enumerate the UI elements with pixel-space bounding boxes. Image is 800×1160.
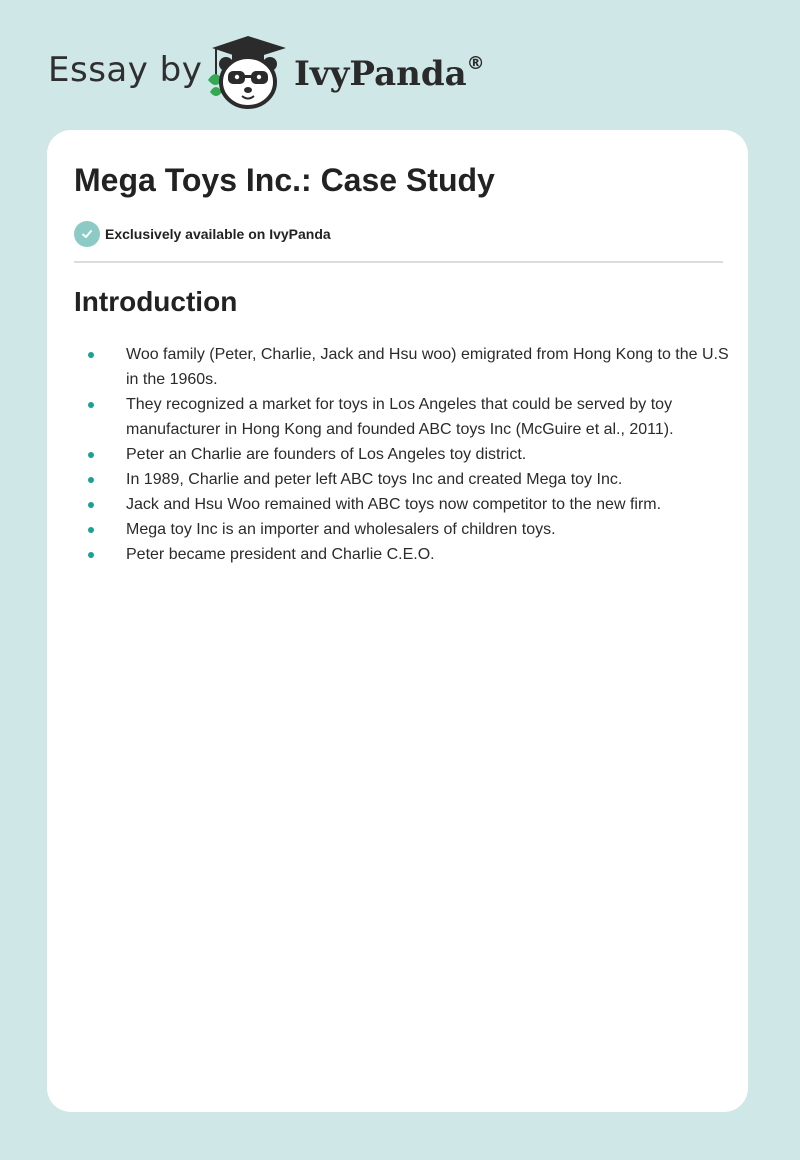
check-circle-icon (74, 221, 100, 247)
list-item-text: Peter became president and Charlie C.E.O. (126, 546, 435, 563)
list-item (74, 467, 734, 492)
section-heading-introduction: Introduction (74, 286, 238, 317)
list-item (74, 442, 734, 467)
bullet-dot-icon (88, 452, 94, 458)
list-item (74, 542, 734, 567)
list-item-text: Peter an Charlie are founders of Los Angeles toy district. (126, 446, 527, 463)
title-divider (74, 261, 723, 263)
brand-text: IvyPanda (294, 54, 467, 94)
list-item (74, 392, 734, 442)
page-title: Mega Toys Inc.: Case Study (74, 162, 495, 198)
list-item-text: Woo family (Peter, Charlie, Jack and Hsu woo) emigrated from Hong Kong to the U.S in the 1960s. (126, 346, 729, 388)
brand-name[interactable] (294, 54, 485, 94)
introduction-bullet-list (74, 342, 734, 567)
exclusive-badge-label: Exclusively available on IvyPanda (105, 226, 331, 242)
bullet-dot-icon (88, 502, 94, 508)
bullet-dot-icon (88, 352, 94, 358)
essay-by-label: Essay by (48, 50, 203, 90)
list-item (74, 342, 734, 392)
registered-mark: ® (466, 52, 485, 74)
bullet-dot-icon (88, 527, 94, 533)
list-item (74, 517, 734, 542)
list-item (74, 492, 734, 517)
essay-card (47, 130, 748, 1112)
exclusive-badge (74, 221, 331, 247)
list-item-text: Mega toy Inc is an importer and wholesalers of children toys. (126, 521, 556, 538)
bullet-dot-icon (88, 402, 94, 408)
bullet-dot-icon (88, 477, 94, 483)
list-item-text: Jack and Hsu Woo remained with ABC toys now competitor to the new firm. (126, 496, 662, 513)
list-item-text: In 1989, Charlie and peter left ABC toys Inc and created Mega toy Inc. (126, 471, 623, 488)
list-item-text: They recognized a market for toys in Los Angeles that could be served by toy manufacturer in Hong Kong and founded ABC toys Inc (McGuire et al., 2011). (126, 396, 674, 438)
panda-graduation-cap-icon[interactable] (202, 34, 290, 110)
site-header (48, 30, 508, 110)
bullet-dot-icon (88, 552, 94, 558)
